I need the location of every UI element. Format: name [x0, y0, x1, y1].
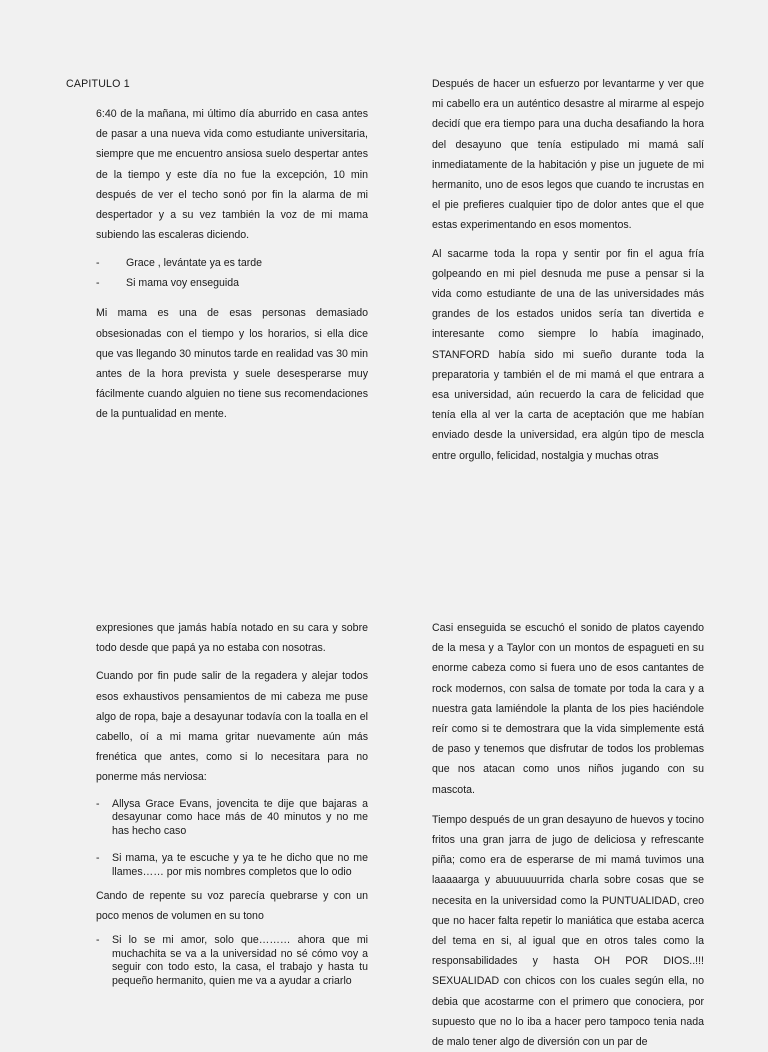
- paragraph: Después de hacer un esfuerzo por levantarme y ver que mi cabello era un auténtico desastre al mirarme al espejo decidí que era tiempo para una ducha desafiando la hora del desayuno que tenía estipulado mi mamá salí inmediatamente de la habitación y pise un juguete de mi hermanito, uno de esos legos que cuando te incrustas en el pie prefieres cualquier tipo de dolor antes que el que estas experimentando en esos momentos.: [432, 78, 704, 232]
- dash-marker: -: [96, 934, 100, 946]
- paragraph: Al sacarme toda la ropa y sentir por fin el agua fría golpeando en mi piel desnuda me puse a pensar si la vida como estudiante de una de las universidades más grandes de los estados unidos sería tan divertida e interesante como siempre lo había imaginado, STANFORD había sido mi sueño durante toda la preparatoria y también el de mi mamá el que entrara a esa universidad, aún recuerdo la cara de felicidad que tenía ella al ver la carta de aceptación que me habían enviado desde la universidad, era algún tipo de mescla entre orgullo, felicidad, nostalgia y muchas otras: [432, 247, 704, 462]
- column-top-right: [432, 74, 704, 466]
- dash-marker: -: [96, 852, 100, 865]
- paragraph: Cando de repente su voz parecía quebrarse y con un poco menos de volumen en su tono: [96, 889, 368, 922]
- paragraph: 6:40 de la mañana, mi último día aburrido en casa antes de pasar a una nueva vida como estudiante universitaria, siempre que me encuentro ansiosa suelo despertar antes de la tiempo y este día no fue la excepción, 10 min después de ver el techo sonó por fin la alarma de mi despertador y a su vez también la voz de mi mama subiendo las escaleras diciendo.: [96, 108, 368, 242]
- column-top-left: [96, 104, 368, 425]
- paragraph: Tiempo después de un gran desayuno de huevos y tocino fritos una gran jarra de jugo de deliciosa y refrescante piña; como era de esperarse de mi mamá tuvimos una laaaaarga y abuuuuuurrida charla sobre cosas que se necesita en la universidad como la PUNTUALIDAD, creo que no hacer falta repetir lo maniática que estaba acerca del tema en si, al igual que en otros tales como la responsabilidades y hasta OH POR DIOS..!!! SEXUALIDAD con chicos con los cuales según ella, no debia que acostarme con el primero que conociera, por supuesto que no lo iba a hacer pero tampoco tenia nada de malo tener algo de diversión con un par de: [432, 813, 704, 1049]
- dialogue-line: - Allysa Grace Evans, jovencita te dije que bajaras a desayunar como hace más de 40 minutos y no me has hecho caso: [96, 797, 368, 837]
- dash-marker: -: [96, 257, 100, 270]
- dash-marker: -: [96, 797, 100, 810]
- page-heading: CAPITULO 1: [66, 78, 130, 90]
- dialogue-line: - Si mama voy enseguida: [96, 273, 368, 293]
- dialogue-line: - Si lo se mi amor, solo que……… ahora que mi muchachita se va a la universidad no sé cómo voy a seguir con todo esto, la casa, el trabajo y hasta tu pequeño hermanito, quien me va a ayudar a criarlo: [96, 934, 368, 987]
- paragraph: expresiones que jamás había notado en su cara y sobre todo desde que papá ya no estaba con nosotras.: [96, 622, 368, 655]
- paragraph: Mi mama es una de esas personas demasiado obsesionadas con el tiempo y los horarios, si ella dice que vas llegando 30 minutos tarde en realidad vas 30 min antes de la hora prevista y suele desesperarse muy fácilmente cuando alguien no tiene sus recomendaciones de la puntualidad en mente.: [96, 307, 368, 421]
- dialogue-line: - Si mama, ya te escuche y ya te he dicho que no me llames…… por mis nombres completos que lo odio: [96, 852, 368, 878]
- dash-marker: -: [96, 277, 100, 290]
- dialogue-line: - Grace , levántate ya es tarde: [96, 253, 368, 273]
- column-bottom-right: [432, 618, 704, 1052]
- column-bottom-left: [96, 618, 368, 988]
- paragraph: Casi enseguida se escuchó el sonido de platos cayendo de la mesa y a Taylor con un montos de espagueti en su enorme cabeza como si fuera uno de esos cantantes de rock modernos, con salsa de tomate por toda la cara y a nuestra gata lamiéndole la planta de los pies haciéndole reír como si te demostrara que la vida simplemente está de paso y tenemos que disfrutar de todos los problemas que nos atacan como unos niños jugando con su mascota.: [432, 622, 704, 796]
- paragraph: Cuando por fin pude salir de la regadera y alejar todos esos exhaustivos pensamientos de mi cabeza me puse algo de ropa, baje a desayunar todavía con la toalla en el cabello, oí a mi mama gritar nuevamente aún más frenética que antes, como si lo necesitara para no ponerme más nerviosa:: [96, 670, 368, 784]
